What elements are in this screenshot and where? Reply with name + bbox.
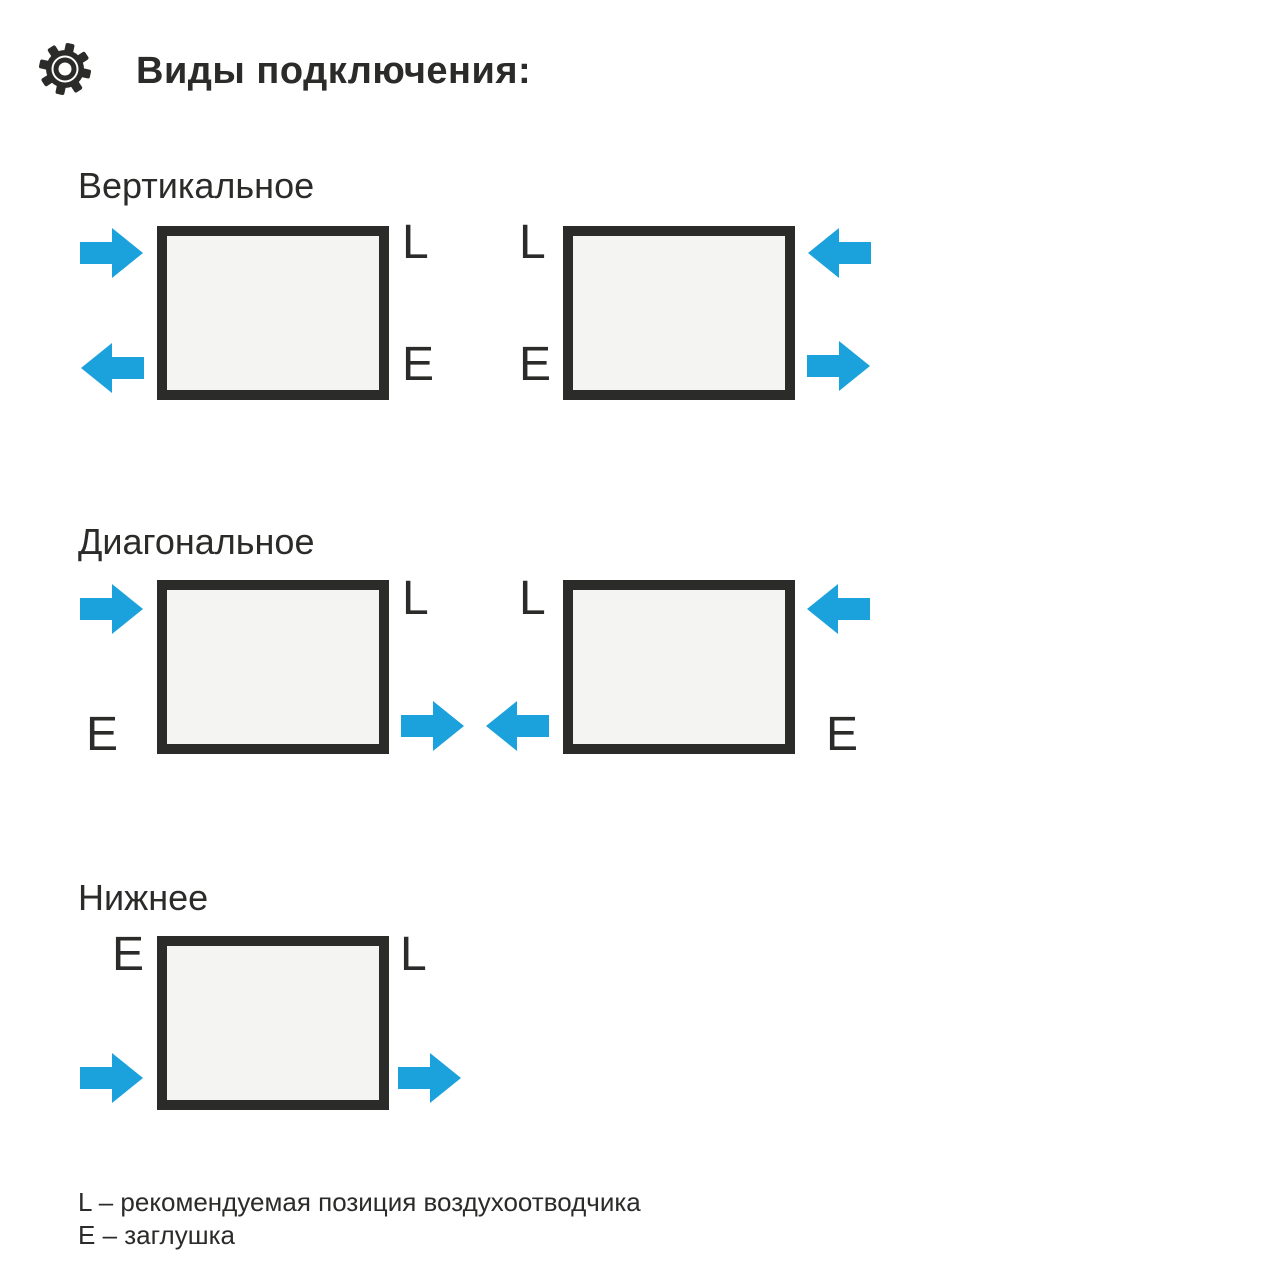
radiator-body [563, 580, 795, 754]
section-label: Нижнее [78, 877, 209, 918]
radiator-body [157, 226, 389, 400]
arrow-left-icon [485, 700, 549, 752]
port-label-e: E [112, 928, 145, 981]
port-label-e: E [519, 338, 552, 391]
arrow-right-icon [398, 1052, 462, 1104]
arrow-left-icon [806, 583, 870, 635]
arrow-left-icon [80, 342, 144, 394]
gear-icon [38, 42, 92, 96]
port-label-l: L [400, 928, 427, 981]
legend [78, 1186, 641, 1252]
page-title: Виды подключения: [136, 50, 532, 92]
radiator-body [563, 226, 795, 400]
legend-line-l: L – рекомендуемая позиция воздухоотводчика [78, 1187, 641, 1217]
arrow-left-icon [807, 227, 871, 279]
section-label: Вертикальное [78, 165, 315, 206]
port-label-l: L [519, 572, 546, 625]
port-label-l: L [402, 572, 429, 625]
arrow-right-icon [80, 1052, 144, 1104]
arrow-right-icon [807, 340, 871, 392]
arrow-right-icon [80, 227, 144, 279]
port-label-e: E [402, 338, 435, 391]
radiator-body [157, 936, 389, 1110]
legend-line-e: E – заглушка [78, 1220, 235, 1250]
port-label-e: E [86, 708, 119, 761]
arrow-right-icon [80, 583, 144, 635]
arrow-right-icon [401, 700, 465, 752]
section-label: Диагональное [78, 521, 315, 562]
port-label-e: E [826, 708, 859, 761]
radiator-body [157, 580, 389, 754]
port-label-l: L [402, 216, 429, 269]
port-label-l: L [519, 216, 546, 269]
